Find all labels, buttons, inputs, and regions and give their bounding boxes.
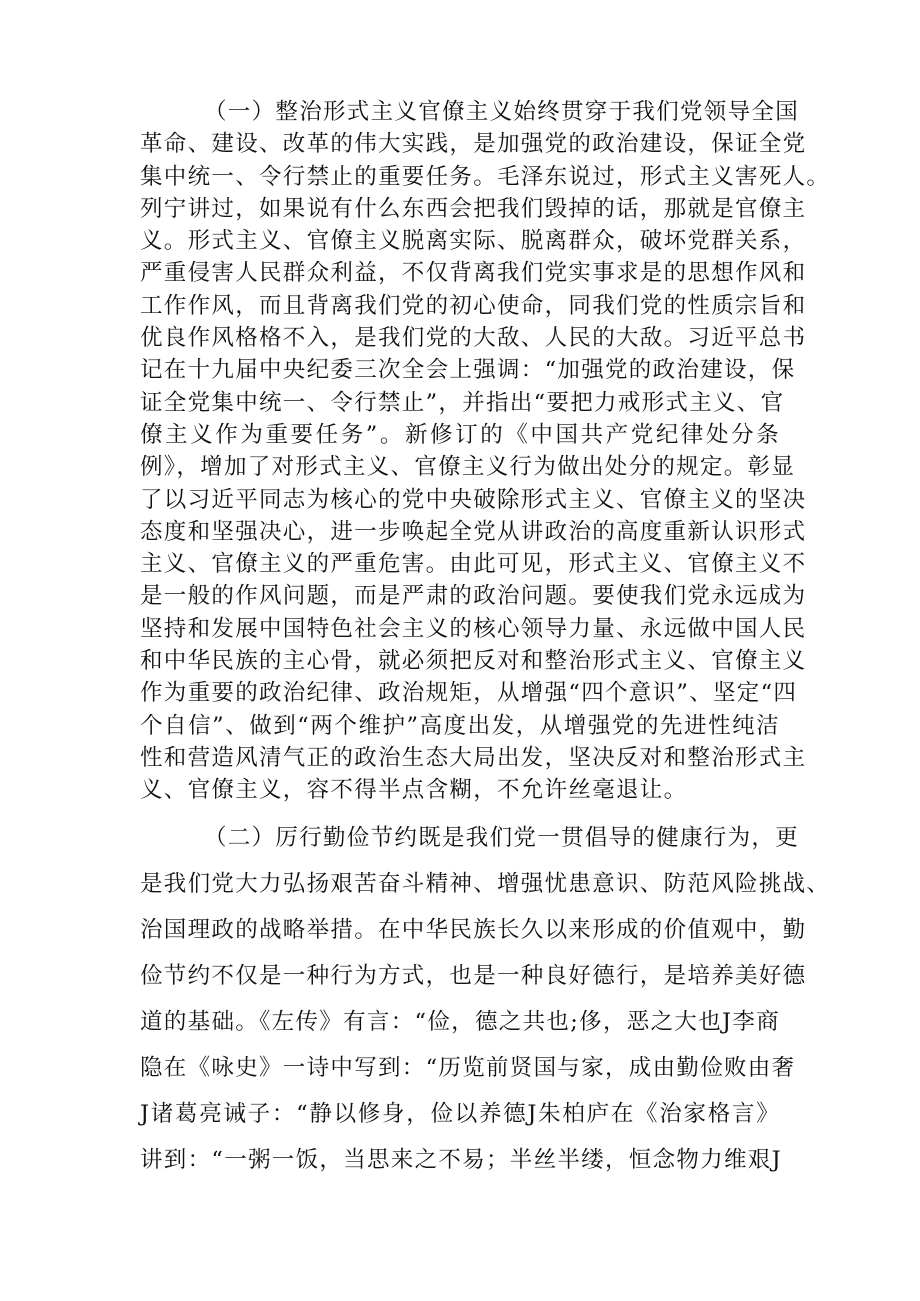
text-line: 作为重要的政治纪律、政治规矩，从增强“四个意识”、坚定“四: [140, 680, 798, 707]
text-line: 例》，增加了对形式主义、官僚主义行为做出处分的规定。彰显: [140, 454, 796, 481]
text-line: 革命、建设、改革的伟大实践，是加强党的政治建设，保证全党: [140, 131, 807, 158]
text-line: 严重侵害人民群众利益，不仅背离我们党实事求是的思想作风和: [140, 260, 807, 287]
text-line: 工作作风，而且背离我们党的初心使命，同我们党的性质宗旨和: [140, 292, 807, 319]
document-page: [140, 96, 831, 1183]
text-line: 集中统一、令行禁止的重要任务。毛泽东说过，形式主义害死人。: [140, 163, 831, 190]
text-line: （二）厉行勤俭节约既是我们党一贯倡导的健康行为，更: [204, 824, 800, 851]
text-line: 俭节约不仅是一种行为方式，也是一种良好德行，是培养美好德: [140, 962, 807, 989]
text-line: 讲到：“一粥一饭，当思来之不易；半丝半缕，恒念物力维艰J: [140, 1146, 782, 1173]
text-line: （一）整治形式主义官僚主义始终贯穿于我们党领导全国: [204, 99, 800, 125]
text-line: 道的基础。《左传》有言：“俭，德之共也;侈，恶之大也J李商: [140, 1008, 780, 1035]
text-line: J诸葛亮诫子：“静以修身，俭以养德J朱柏庐在《治家格言》: [140, 1100, 780, 1127]
text-line: 坚持和发展中国特色社会主义的核心领导力量、永远做中国人民: [140, 615, 807, 642]
text-line: 义、官僚主义，容不得半点含糊，不允许丝毫退让。: [140, 777, 688, 804]
paragraph-1: [140, 96, 831, 807]
text-line: 僚主义作为重要任务”。新修订的《中国共产党纪律处分条: [140, 421, 780, 448]
text-line: 态度和坚强决心，进一步唤起全党从讲政治的高度重新认识形式: [140, 518, 807, 545]
text-line: 治国理政的战略举措。在中华民族长久以来形成的价值观中，勤: [140, 916, 807, 943]
text-line: 了以习近平同志为核心的党中央破除形式主义、官僚主义的坚决: [140, 486, 807, 513]
paragraph-2: [140, 815, 831, 1183]
text-line: 性和营造风清气正的政治生态大局出发，坚决反对和整治形式主: [140, 744, 807, 771]
text-line: 是一般的作风问题，而是严肃的政治问题。要使我们党永远成为: [140, 583, 807, 610]
text-line: 个自信”、做到“两个维护”高度出发，从增强党的先进性纯洁: [140, 712, 780, 739]
text-line: 和中华民族的主心骨，就必须把反对和整治形式主义、官僚主义: [140, 648, 807, 675]
text-line: 是我们党大力弘扬艰苦奋斗精神、增强忧患意识、防范风险挑战、: [140, 870, 831, 897]
text-line: 优良作风格格不入，是我们党的大敌、人民的大敌。习近平总书: [140, 325, 807, 352]
text-line: 记在十九届中央纪委三次全会上强调：“加强党的政治建设，保: [140, 357, 796, 384]
text-line: 主义、官僚主义的严重危害。由此可见，形式主义、官僚主义不: [140, 551, 807, 578]
text-line: 证全党集中统一、令行禁止”，并指出“要把力戒形式主义、官: [140, 389, 785, 416]
text-line: 义。形式主义、官僚主义脱离实际、脱离群众，破坏党群关系，: [140, 228, 807, 255]
text-line: 隐在《咏史》一诗中写到：“历览前贤国与家，成由勤俭败由奢: [140, 1054, 796, 1081]
text-line: 列宁讲过，如果说有什么东西会把我们毁掉的话，那就是官僚主: [140, 195, 807, 222]
